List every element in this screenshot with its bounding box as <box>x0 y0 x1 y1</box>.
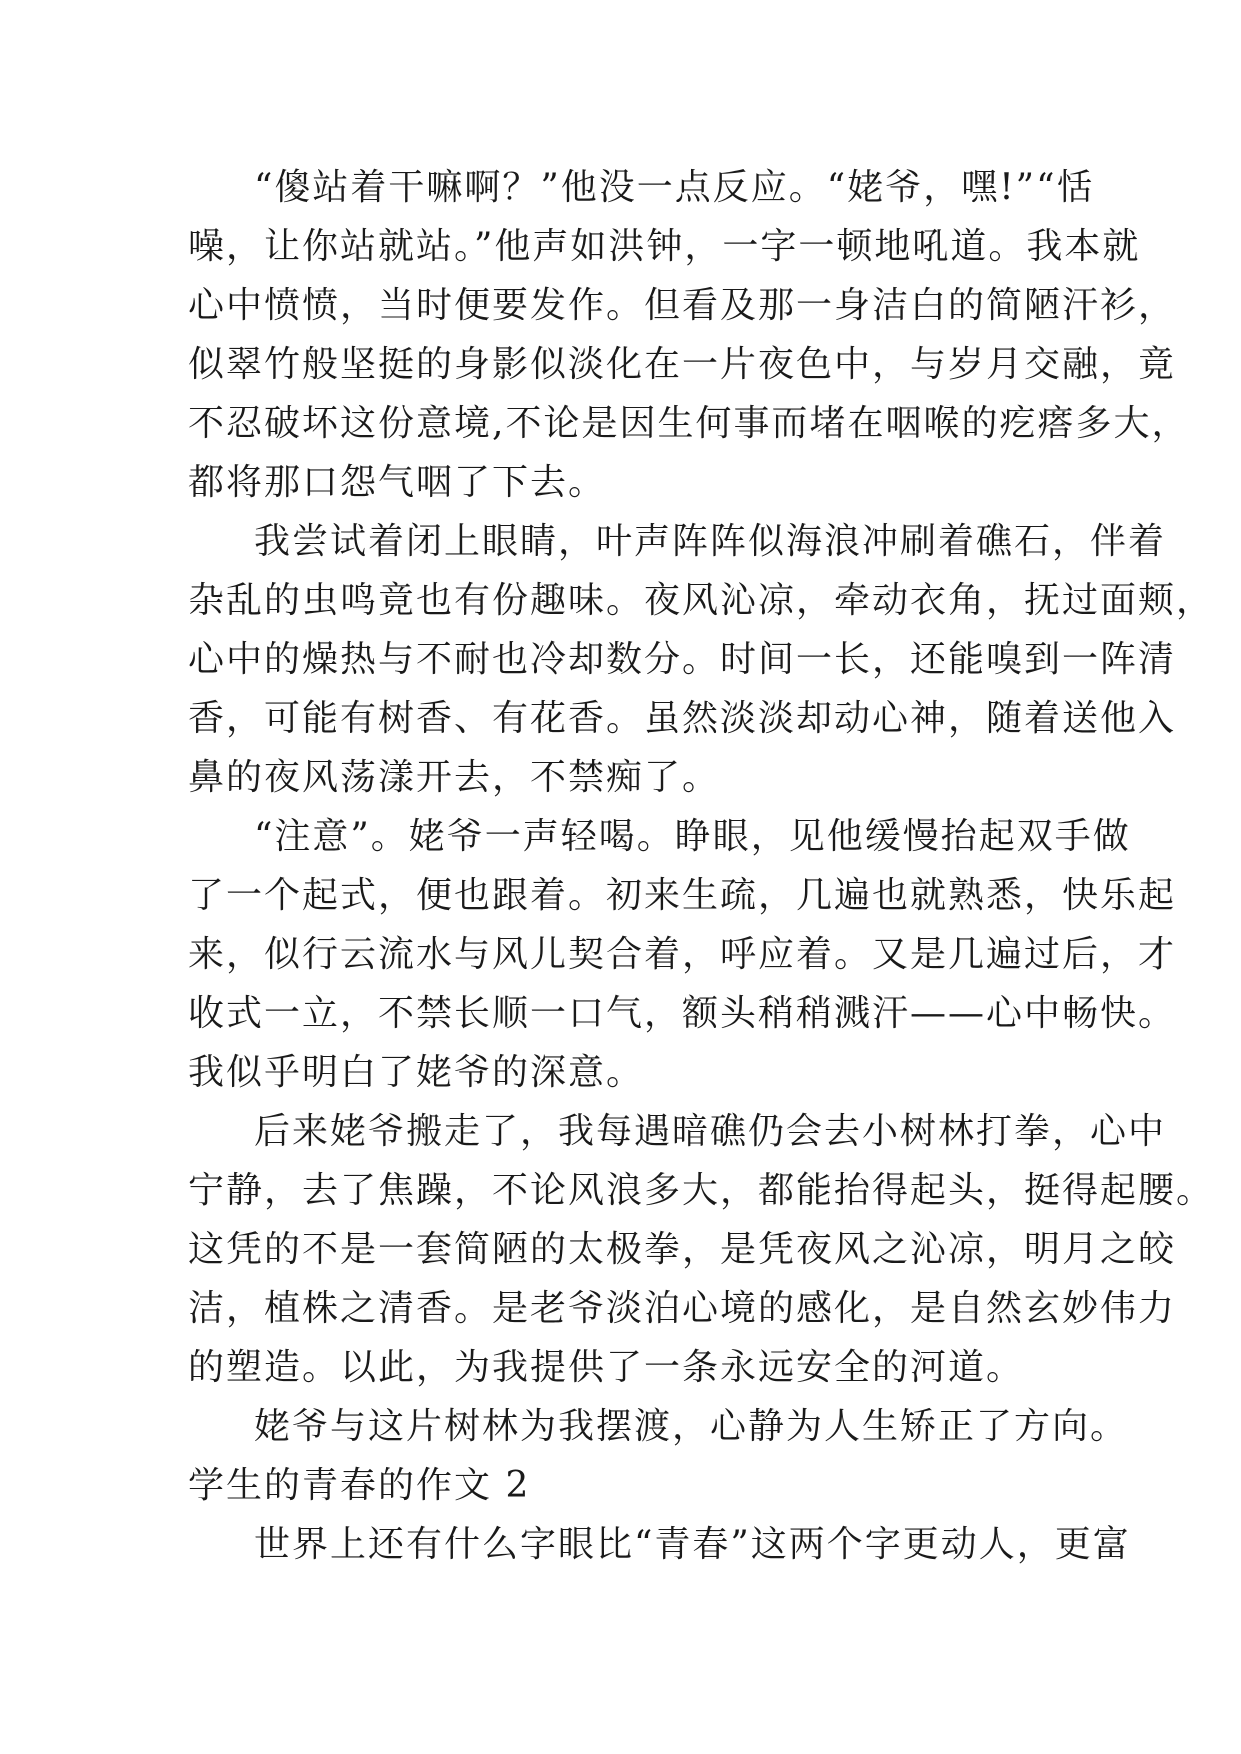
text-line: 收式一立，不禁长顺一口气，额头稍稍溅汗——心中畅快。 <box>188 993 1177 1034</box>
text-line: 了一个起式，便也跟着。初来生疏，几遍也就熟悉，快乐起 <box>188 875 1177 916</box>
text-line: 似翠竹般坚挺的身影似淡化在一片夜色中，与岁月交融，竟 <box>188 344 1177 385</box>
document-body <box>188 158 1215 1574</box>
text-line: 的塑造。以此，为我提供了一条永远安全的河道。 <box>188 1347 1025 1388</box>
text-line: 世界上还有什么字眼比“青春”这两个字更动人，更富 <box>254 1524 1131 1565</box>
text-line: 不忍破坏这份意境,不论是因生何事而堵在咽喉的疙瘩多大， <box>188 403 1190 444</box>
text-line: 宁静，去了焦躁，不论风浪多大，都能抬得起头，挺得起腰。 <box>188 1170 1215 1211</box>
text-line: 杂乱的虫鸣竟也有份趣味。夜风沁凉，牵动衣角，抚过面颊， <box>188 580 1215 621</box>
text-line: 洁，植株之清香。是老爷淡泊心境的感化，是自然玄妙伟力 <box>188 1288 1177 1329</box>
text-line: 噪，让你站就站。”他声如洪钟，一字一顿地吼道。我本就 <box>188 226 1141 267</box>
text-line: “注意”。姥爷一声轻喝。睁眼，见他缓慢抬起双手做 <box>254 816 1131 857</box>
text-line: 我尝试着闭上眼睛，叶声阵阵似海浪冲刷着礁石，伴着 <box>254 521 1167 562</box>
text-line: “傻站着干嘛啊？”他没一点反应。“姥爷，嘿!”“恬 <box>254 167 1095 208</box>
text-line: 香，可能有树香、有花香。虽然淡淡却动心神，随着送他入 <box>188 698 1177 739</box>
text-line: 后来姥爷搬走了，我每遇暗礁仍会去小树林打拳，心中 <box>254 1111 1167 1152</box>
text-line: 鼻的夜风荡漾开去，不禁痴了。 <box>188 757 721 798</box>
text-line: 来，似行云流水与风儿契合着，呼应着。又是几遍过后，才 <box>188 934 1177 975</box>
text-line: 姥爷与这片树林为我摆渡，心静为人生矫正了方向。 <box>254 1406 1129 1447</box>
section-heading: 学生的青春的作文 2 <box>188 1465 531 1506</box>
text-line: 心中的燥热与不耐也冷却数分。时间一长，还能嗅到一阵清 <box>188 639 1177 680</box>
text-line: 这凭的不是一套简陋的太极拳，是凭夜风之沁凉，明月之皎 <box>188 1229 1177 1270</box>
text-line: 心中愤愤，当时便要发作。但看及那一身洁白的简陋汗衫， <box>188 285 1177 326</box>
text-line: 都将那口怨气咽了下去。 <box>188 462 607 503</box>
text-line: 我似乎明白了姥爷的深意。 <box>188 1052 645 1093</box>
